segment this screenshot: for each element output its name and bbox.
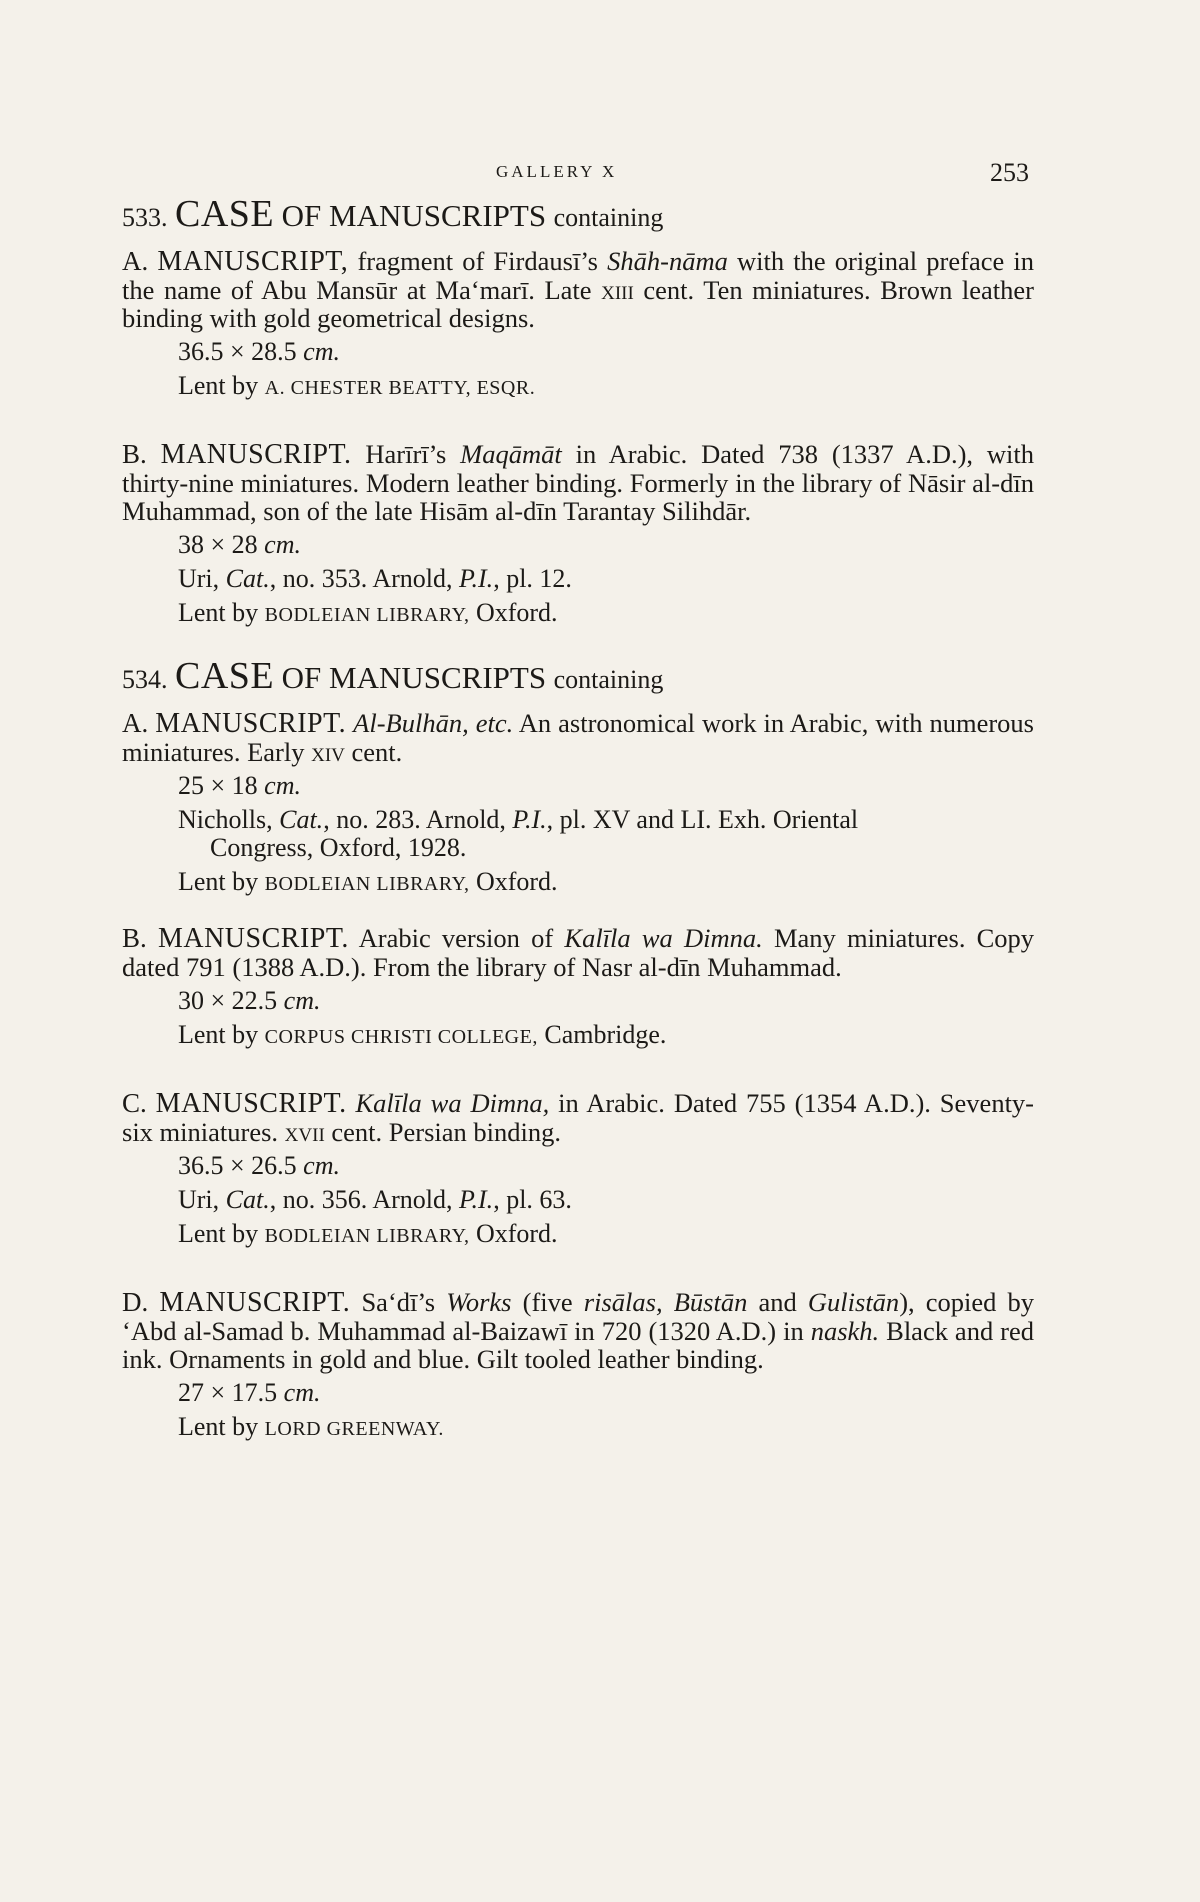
entry-description: fragment of Firdausī’s xyxy=(357,246,598,276)
entry-lender xyxy=(178,868,1034,898)
running-head: GALLERY X xyxy=(496,162,618,181)
entry-533-a xyxy=(122,247,1034,332)
entry-keyword: MANUSCRIPT. xyxy=(155,708,347,739)
entry-size xyxy=(178,987,1034,1015)
lent-by-label: Lent by xyxy=(178,867,259,896)
page-header xyxy=(0,158,1200,194)
entry-533-b xyxy=(122,440,1034,525)
size-value: 36.5 × 28.5 xyxy=(178,337,297,366)
containing-label: containing xyxy=(553,203,664,232)
size-unit: cm. xyxy=(264,530,301,559)
entry-534-c xyxy=(122,1089,1034,1146)
work-title: Kalīla wa Dimna. xyxy=(564,923,763,953)
century: xvii xyxy=(284,1117,325,1147)
page-content xyxy=(122,193,1034,1443)
work-title: Shāh-nāma xyxy=(607,246,728,276)
entry-534-a xyxy=(122,709,1034,766)
entry-size xyxy=(178,338,1034,366)
lender-name: LORD GREENWAY. xyxy=(264,1418,444,1440)
work-title: risālas, Būstān xyxy=(583,1287,748,1317)
ref-text: Uri, xyxy=(178,1185,220,1214)
size-unit: cm. xyxy=(264,771,301,800)
spacer xyxy=(122,1250,1034,1288)
entry-reference xyxy=(178,806,1034,834)
entry-description: and xyxy=(758,1287,797,1317)
ref-text: Uri, xyxy=(178,564,220,593)
entry-lender xyxy=(178,1021,1034,1051)
entry-letter: A. xyxy=(122,246,149,276)
entry-description: with the original preface in the name of Abu Mansūr at Ma‘marī. Late xyxy=(122,246,1035,305)
lender-place: Cambridge. xyxy=(544,1020,667,1049)
entry-534-b xyxy=(122,924,1034,981)
ref-text: , no. 283. Arnold, xyxy=(323,805,506,834)
entry-keyword: MANUSCRIPT, xyxy=(157,246,349,277)
size-value: 36.5 × 26.5 xyxy=(178,1151,297,1180)
lender-name: BODLEIAN LIBRARY, xyxy=(264,604,470,626)
entry-reference xyxy=(178,1186,1034,1214)
entry-description: ), copied by ‘Abd al-Samad b. Muhammad al-Baizawī in 720 (1320 A.D.) in xyxy=(122,1287,1035,1346)
entry-size xyxy=(178,1379,1034,1407)
entry-keyword: MANUSCRIPT. xyxy=(159,1287,351,1318)
lender-name: CORPUS CHRISTI COLLEGE, xyxy=(264,1026,538,1048)
ref-text: , pl. XV and LI. Exh. Oriental xyxy=(546,805,859,834)
work-title: naskh. xyxy=(810,1316,880,1346)
spacer xyxy=(122,1051,1034,1089)
size-unit: cm. xyxy=(303,1151,340,1180)
entry-description: An astronomical work in Arabic, with numerous miniatures. Early xyxy=(122,708,1034,767)
entry-lender xyxy=(178,1220,1034,1250)
lender-place: Oxford. xyxy=(475,598,558,627)
lender-place: Oxford. xyxy=(475,1219,558,1248)
section-heading-533 xyxy=(122,193,1034,239)
lender-name: BODLEIAN LIBRARY, xyxy=(264,873,470,895)
ref-text: , no. 353. Arnold, xyxy=(269,564,453,593)
entry-keyword: MANUSCRIPT. xyxy=(160,439,352,470)
lent-by-label: Lent by xyxy=(178,1020,259,1049)
lender-place: Oxford. xyxy=(475,867,558,896)
work-title: Works xyxy=(446,1287,512,1317)
entry-description: in Arabic. Dated 738 (1337 A.D.), with thirty-nine miniatures. Modern leather binding. Formerly in the library of Nāsir al-dīn Muhammad, son of the late Hisām al-dīn Tarantay Silihdār. xyxy=(122,439,1034,526)
containing-label: containing xyxy=(553,665,664,694)
spacer xyxy=(122,402,1034,440)
of-manuscripts-label: OF MANUSCRIPTS xyxy=(281,660,547,695)
entry-description: Many miniatures. Copy dated 791 (1388 A.D.). From the library of Nasr al-dīn Muhammad. xyxy=(122,923,1035,982)
entry-description: Black and red ink. Ornaments in gold and blue. Gilt tooled leather binding. xyxy=(122,1316,1035,1374)
entry-letter: A. xyxy=(122,708,149,738)
size-value: 38 × 28 xyxy=(178,530,258,559)
entry-letter: B. xyxy=(122,439,147,469)
entry-letter: B. xyxy=(122,923,147,953)
century: xiii xyxy=(601,275,634,305)
ref-cat: Cat. xyxy=(225,1185,270,1214)
size-value: 30 × 22.5 xyxy=(178,986,278,1015)
ref-pi: P.I. xyxy=(458,564,494,593)
lent-by-label: Lent by xyxy=(178,598,259,627)
lender-name: A. CHESTER BEATTY, ESQR. xyxy=(264,377,536,399)
size-unit: cm. xyxy=(303,337,340,366)
size-unit: cm. xyxy=(283,986,321,1015)
entry-letter: C. xyxy=(122,1088,147,1118)
entry-reference-continued: Congress, Oxford, 1928. xyxy=(210,833,467,862)
spacer xyxy=(122,629,1034,655)
entry-534-d xyxy=(122,1288,1034,1373)
section-number: 533. xyxy=(122,203,168,232)
work-title: Gulistān xyxy=(807,1287,900,1317)
entry-size xyxy=(178,772,1034,800)
size-unit: cm. xyxy=(283,1378,321,1407)
work-title: Al-Bulhān, etc. xyxy=(353,708,514,738)
spacer xyxy=(122,898,1034,924)
entry-lender xyxy=(178,1413,1034,1443)
section-heading-534 xyxy=(122,655,1034,701)
lent-by-label: Lent by xyxy=(178,371,259,400)
work-title: Maqāmāt xyxy=(460,439,562,469)
ref-text: Nicholls, xyxy=(178,805,273,834)
work-title: Kalīla wa Dimna, xyxy=(355,1088,550,1118)
entry-description: (five xyxy=(522,1287,573,1317)
entry-description: cent. xyxy=(351,737,403,767)
case-label: CASE xyxy=(175,655,275,697)
lent-by-label: Lent by xyxy=(178,1219,259,1248)
entry-size xyxy=(178,1152,1034,1180)
ref-cat: Cat. xyxy=(279,805,324,834)
entry-size xyxy=(178,531,1034,559)
entry-keyword: MANUSCRIPT. xyxy=(155,1088,347,1119)
entry-description: Sa‘dī’s xyxy=(361,1287,436,1317)
entry-lender xyxy=(178,372,1034,402)
ref-cat: Cat. xyxy=(225,564,270,593)
lent-by-label: Lent by xyxy=(178,1412,259,1441)
lender-name: BODLEIAN LIBRARY, xyxy=(264,1225,470,1247)
entry-reference xyxy=(178,565,1034,593)
page-number: 253 xyxy=(990,158,1029,187)
entry-description: in Arabic. Dated 755 (1354 A.D.). Seventy-six miniatures. xyxy=(122,1088,1035,1147)
size-value: 25 × 18 xyxy=(178,771,258,800)
century: xiv xyxy=(311,737,345,767)
section-number: 534. xyxy=(122,665,168,694)
ref-pi: P.I. xyxy=(458,1185,494,1214)
of-manuscripts-label: OF MANUSCRIPTS xyxy=(281,198,547,233)
case-label: CASE xyxy=(175,193,275,235)
entry-keyword: MANUSCRIPT. xyxy=(157,923,349,954)
ref-text: , no. 356. Arnold, xyxy=(269,1185,453,1214)
entry-description: Harīrī’s xyxy=(365,439,447,469)
entry-letter: D. xyxy=(122,1287,149,1317)
entry-description: cent. Ten miniatures. Brown leather binding with gold geometrical designs. xyxy=(122,275,1035,333)
entry-description: cent. Persian binding. xyxy=(331,1117,562,1147)
entry-description: Arabic version of xyxy=(358,923,554,953)
ref-text: , pl. 63. xyxy=(493,1185,572,1214)
entry-lender xyxy=(178,599,1034,629)
ref-pi: P.I. xyxy=(512,805,547,834)
ref-text: , pl. 12. xyxy=(493,564,572,593)
size-value: 27 × 17.5 xyxy=(178,1378,278,1407)
